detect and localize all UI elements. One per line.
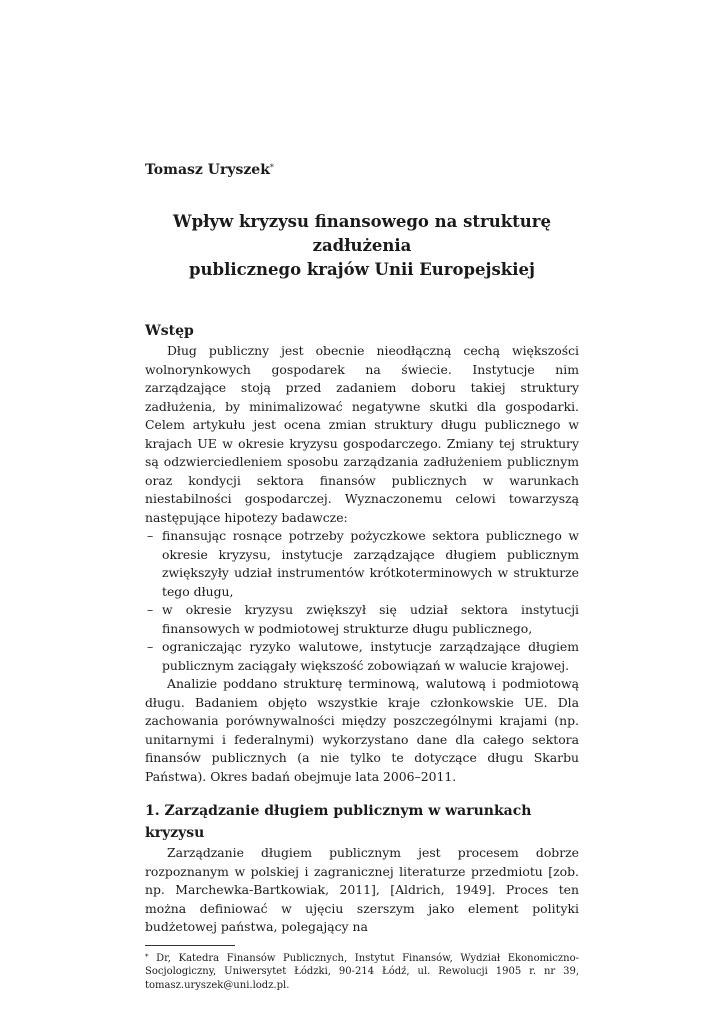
intro-paragraph-2: Analizie poddano strukturę terminową, walutową i podmiotową długu. Badaniem objęto wszystkie kraje członkowskie UE. Dla zachowania porównywalności między poszczególnymi krajami (np. unitarnymi i federalnymi) wykorzystano dane dla całego sektora finansów publicznych (a nie tylko te dotyczące długu Skarbu Państwa). Okres badań obejmuje lata 2006–2011. xyxy=(145,676,579,784)
hypothesis-item xyxy=(145,601,579,638)
hypothesis-text: w okresie kryzysu zwiększył się udział sektora instytucji finansowych w podmiotowej strukturze długu publicznego, xyxy=(162,602,579,636)
article-title-line-1: Wpływ kryzysu finansowego na strukturę zadłużenia xyxy=(173,212,551,255)
hypothesis-item xyxy=(145,527,579,601)
footnote-marker: * xyxy=(145,952,149,961)
footnote-divider xyxy=(145,945,235,946)
list-dash: – xyxy=(147,602,154,617)
hypotheses-list xyxy=(145,527,579,675)
article-title xyxy=(145,210,579,282)
intro-paragraph-1: Dług publiczny jest obecnie nieodłączną cechą większości wolnorynkowych gospodarek na świecie. Instytucje nim zarządzające stoją przed zadaniem doboru takiej struktury zadłużenia, by minimalizować negatywne skutki dla gospodarki. Celem artykułu jest ocena zmian struktury długu publicznego w krajach UE w okresie kryzysu gospodarczego. Zmiany tej struktury są odzwierciedleniem sposobu zarządzania zadłużeniem publicznym oraz kondycji sektora finansów publicznych w warunkach niestabilności gospodarczej. Wyznaczonemu celowi towarzyszą następujące hipotezy badawcze: xyxy=(145,343,579,525)
hypothesis-text: finansując rosnące potrzeby pożyczkowe sektora publicznego w okresie kryzysu, instytucje zarządzające długiem publicznym zwiększyły udział instrumentów krótkoterminowych w strukturze tego długu, xyxy=(162,528,579,599)
footnote xyxy=(145,952,579,993)
author-name xyxy=(145,160,579,180)
article-title-line-2: publicznego krajów Unii Europejskiej xyxy=(189,260,535,279)
author-name-text: Tomasz Uryszek xyxy=(145,162,270,178)
hypothesis-item xyxy=(145,638,579,675)
author-footnote-marker: * xyxy=(269,163,274,172)
page-content xyxy=(145,160,579,992)
list-dash: – xyxy=(147,528,154,543)
section-1-paragraph-1: Zarządzanie długiem publicznym jest procesem dobrze rozpoznanym w polskiej i zagranicznej literaturze przedmiotu [zob. np. Marchewka-Bartkowiak, 2011], [Aldrich, 1949]. Proces ten można definiować w ujęciu szerszym jako element polityki budżetowej państwa, polegający na xyxy=(145,845,579,934)
hypothesis-text: ograniczając ryzyko walutowe, instytucje zarządzające długiem publicznym zaciągały większość zobowiązań w walucie krajowej. xyxy=(162,639,579,673)
footnote-text: Dr, Katedra Finansów Publicznych, Instytut Finansów, Wydział Ekonomiczno-Socjologiczny, Uniwersytet Łódzki, 90-214 Łódź, ul. Rewolucji 1905 r. nr 39, tomasz.uryszek@uni.lodz.pl. xyxy=(145,952,579,991)
section-heading-1: 1. Zarządzanie długiem publicznym w warunkach kryzysu xyxy=(145,803,532,841)
list-dash: – xyxy=(147,639,154,654)
section-heading-intro: Wstęp xyxy=(145,323,194,339)
